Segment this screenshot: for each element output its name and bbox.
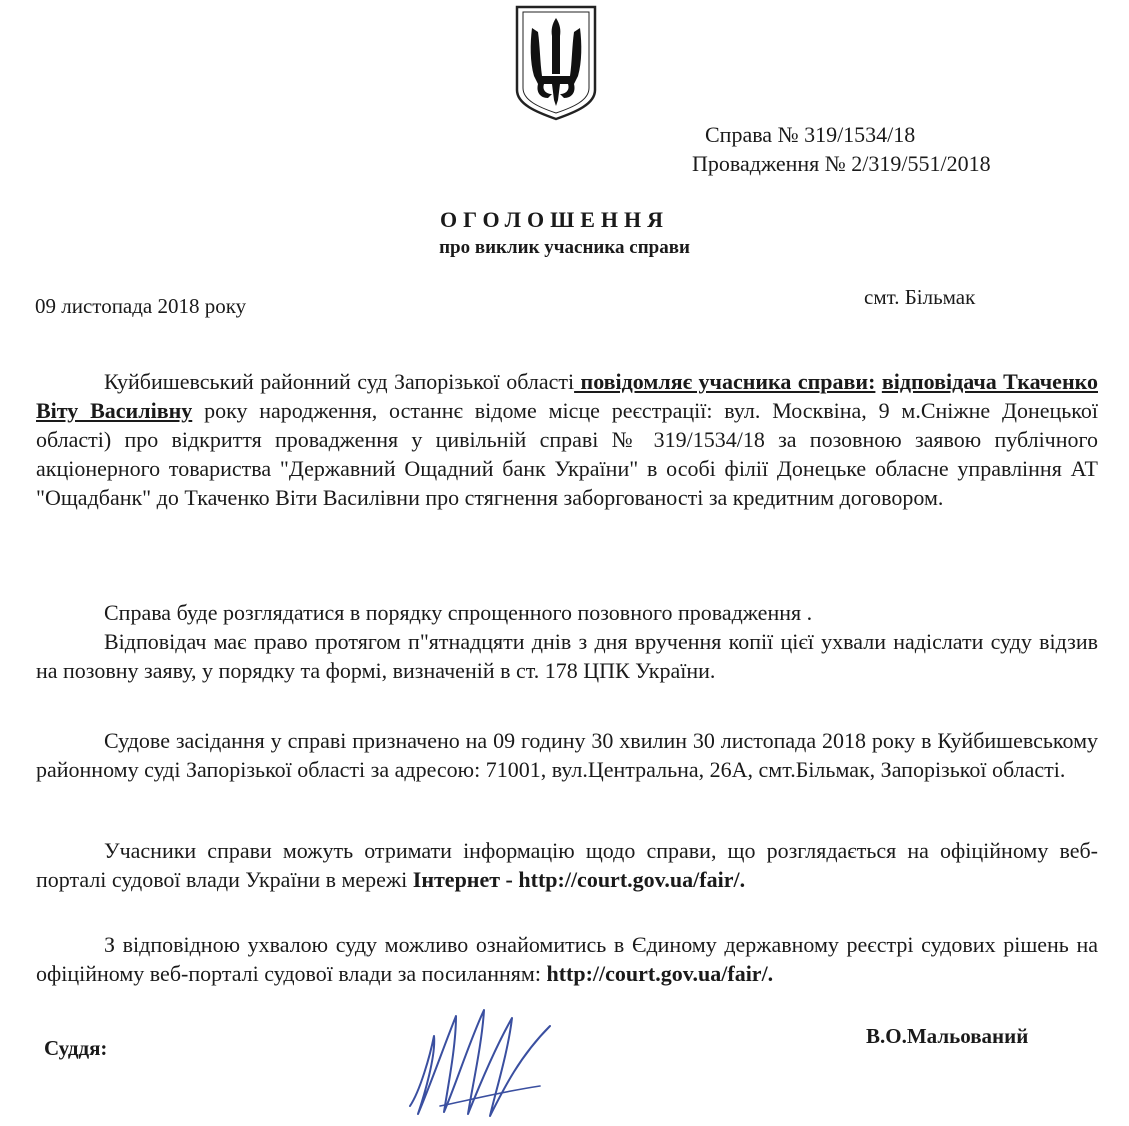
document-place: смт. Більмак xyxy=(864,285,976,309)
notify-phrase: повідомляє учасника справи: xyxy=(574,369,876,394)
register-text: З відповідною ухвалою суду можливо ознайомитись в Єдиному державному реєстрі судових рішень на офіційному веб-порталі судової влади за посиланням: xyxy=(36,932,1098,986)
court-name: Куйбишевський районний суд Запорізької області xyxy=(104,369,575,394)
paragraph-notification xyxy=(36,367,1098,512)
proceeding-number: Провадження № 2/319/551/2018 xyxy=(692,151,991,176)
judge-label: Суддя: xyxy=(44,1036,108,1060)
paragraph-register xyxy=(36,930,1098,988)
paragraph-procedure xyxy=(36,598,1098,685)
paragraph-info-portal xyxy=(36,836,1098,894)
response-right-text: Відповідач має право протягом п"ятнадцяти днів з дня вручення копії цієї ухвали надіслати суду відзив на позовну заяву, у порядку та формі, визначеній в ст. 178 ЦПК України. xyxy=(36,629,1098,683)
info-portal-text: Учасники справи можуть отримати інформацію щодо справи, що розглядається на офіційному веб-порталі судової влади України в мережі xyxy=(36,838,1098,892)
paragraph-hearing xyxy=(36,726,1098,784)
notification-text: року народження, останнє відоме місце реєстрації: вул. Москвіна, 9 м.Сніжне Донецької області) про відкриття провадження у цивільній справі № 319/1534/18 за позовною заявою публічного акціонерного товариства "Державний Ощадний банк України" в особі філії Донецьке обласне управління АТ "Ощадбанк" до Ткаченко Віти Василівни про стягнення заборгованості за кредитним договором. xyxy=(36,398,1098,510)
register-link[interactable]: http://court.gov.ua/fair/. xyxy=(546,961,774,986)
case-number: Справа № 319/1534/18 xyxy=(705,122,916,147)
announcement-title-block xyxy=(0,207,1129,259)
defendant-name: відповідача Ткаченко Віту Василівну xyxy=(36,369,1098,423)
announcement-subheading: про виклик учасника справи xyxy=(439,237,690,258)
case-reference-block xyxy=(692,120,991,178)
hearing-text: Судове засідання у справі призначено на 09 годину 30 хвилин 30 листопада 2018 року в Куйбишевському районному суді Запорізької області за адресою: 71001, вул.Центральна, 26А, смт.Більмак, Запорізької області. xyxy=(36,728,1098,782)
announcement-heading: ОГОЛОШЕННЯ xyxy=(439,207,670,232)
procedure-line: Справа буде розглядатися в порядку спрощенного позовного провадження . xyxy=(104,600,813,625)
signature-icon xyxy=(400,996,560,1121)
document-date: 09 листопада 2018 року xyxy=(35,294,247,318)
portal-link[interactable]: Інтернет - http://court.gov.ua/fair/. xyxy=(412,867,746,892)
coat-of-arms-icon xyxy=(514,4,598,122)
judge-name: В.О.Мальований xyxy=(866,1024,1029,1048)
